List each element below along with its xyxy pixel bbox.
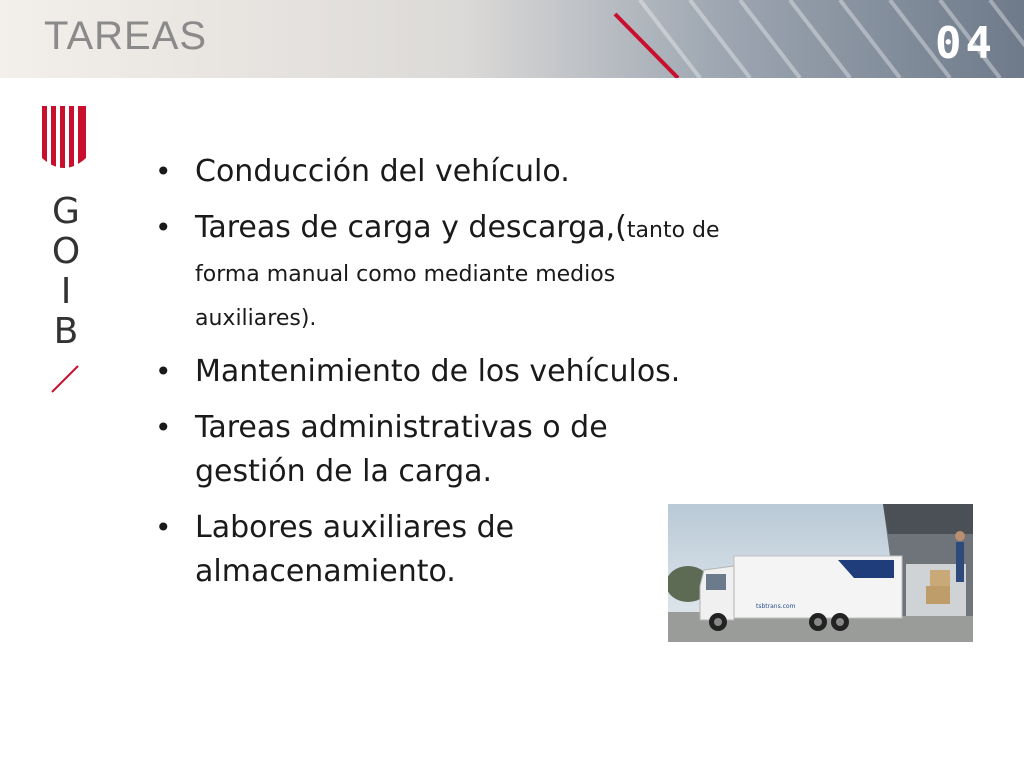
truck-brand-text: tsbtrans.com xyxy=(756,603,796,610)
logo-letter-g: G xyxy=(52,191,80,232)
logo-letter-b: B xyxy=(53,311,79,352)
header-banner xyxy=(0,0,1024,78)
list-item-detail: tanto de forma manual como mediante medios auxiliares). xyxy=(195,218,720,331)
list-item-text: Conducción del vehículo. xyxy=(195,154,570,189)
list-item xyxy=(155,206,725,338)
list-item-text: Tareas administrativas o de gestión de la carga. xyxy=(195,410,608,489)
goib-logo xyxy=(36,100,96,400)
goib-emblem xyxy=(38,100,98,180)
logo-red-slash xyxy=(50,362,90,402)
list-item xyxy=(155,150,725,194)
logo-letter-i: I xyxy=(60,271,72,312)
list-item-text: Labores auxiliares de almacenamiento. xyxy=(195,510,515,589)
list-item-text: Tareas de carga y descarga,( xyxy=(195,210,627,245)
list-item xyxy=(155,506,725,594)
header-red-slash xyxy=(615,14,678,78)
truck-photo xyxy=(668,504,973,642)
page-title: TAREAS xyxy=(44,14,208,58)
section-number: 04 xyxy=(935,18,996,69)
list-item-text: Mantenimiento de los vehículos. xyxy=(195,354,681,389)
list-item xyxy=(155,350,725,394)
logo-letter-o: O xyxy=(51,231,81,272)
task-list xyxy=(155,150,725,606)
list-item xyxy=(155,406,725,494)
